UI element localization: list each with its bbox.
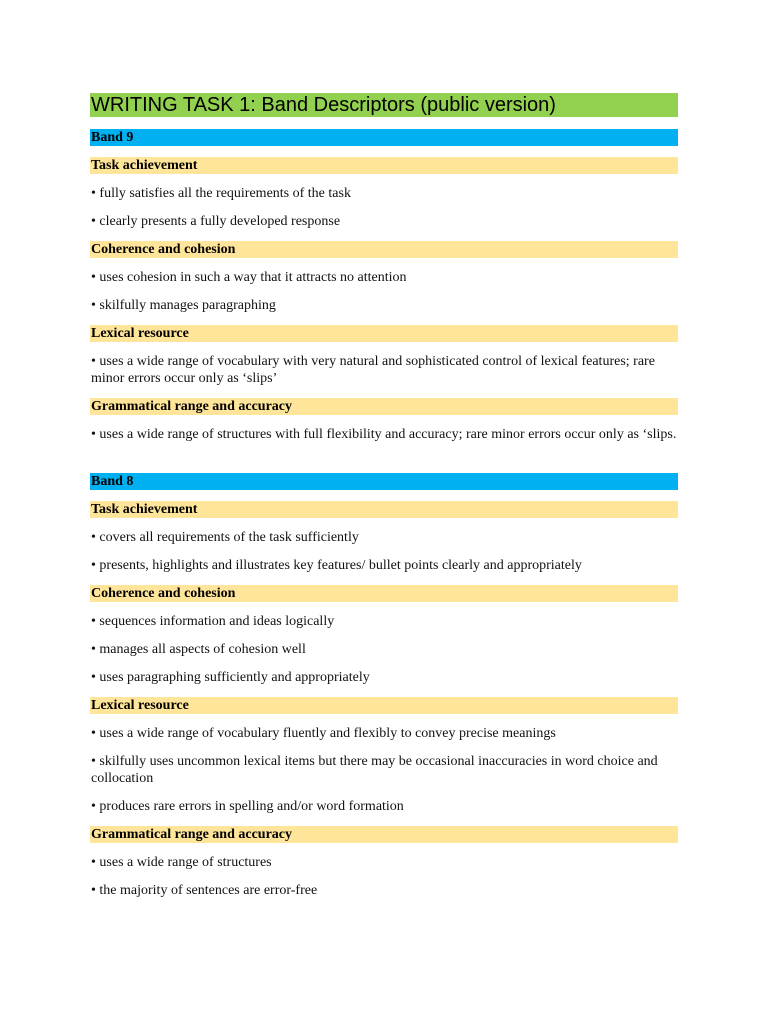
criterion-heading-lexical-resource: Lexical resource xyxy=(90,697,678,714)
bullet-item: • fully satisfies all the requirements of the task xyxy=(91,186,351,201)
bullet-item: • uses cohesion in such a way that it attracts no attention xyxy=(91,270,407,285)
bullet-list xyxy=(90,529,678,574)
bullet-item: • uses a wide range of structures xyxy=(91,855,272,870)
bullet-list xyxy=(90,725,678,815)
bullet-list xyxy=(90,269,678,314)
bullet-item: • sequences information and ideas logically xyxy=(91,614,335,629)
bullet-list xyxy=(90,854,678,899)
bullet-item: • presents, highlights and illustrates key features/ bullet points clearly and appropriately xyxy=(91,558,582,573)
bullet-item: • uses a wide range of vocabulary with very natural and sophisticated control of lexical features; rare minor errors occur only as ‘slips’ xyxy=(91,354,655,386)
bullet-item: • skilfully uses uncommon lexical items but there may be occasional inaccuracies in word choice and collocation xyxy=(91,754,658,786)
band-heading: Band 9 xyxy=(90,129,678,146)
document-page xyxy=(90,93,678,899)
bullet-item: • produces rare errors in spelling and/or word formation xyxy=(91,799,404,814)
bullet-item: • uses a wide range of vocabulary fluently and flexibly to convey precise meanings xyxy=(91,726,556,741)
criterion-heading-task-achievement: Task achievement xyxy=(90,501,678,518)
criterion-heading-task-achievement: Task achievement xyxy=(90,157,678,174)
document-title: WRITING TASK 1: Band Descriptors (public version) xyxy=(90,93,678,117)
criterion-heading-grammatical-range: Grammatical range and accuracy xyxy=(90,826,678,843)
bullet-item: • manages all aspects of cohesion well xyxy=(91,642,306,657)
criterion-heading-lexical-resource: Lexical resource xyxy=(90,325,678,342)
bullet-item: • covers all requirements of the task sufficiently xyxy=(91,530,359,545)
bullet-list xyxy=(90,185,678,230)
band-section-8 xyxy=(90,473,678,899)
bullet-item: • uses a wide range of structures with full flexibility and accuracy; rare minor errors occur only as ‘slips. xyxy=(91,427,677,442)
bullet-list xyxy=(90,426,678,443)
bullet-item: • the majority of sentences are error-free xyxy=(91,883,318,898)
bullet-list xyxy=(90,613,678,686)
bullet-item: • uses paragraphing sufficiently and appropriately xyxy=(91,670,370,685)
band-heading: Band 8 xyxy=(90,473,678,490)
criterion-heading-grammatical-range: Grammatical range and accuracy xyxy=(90,398,678,415)
bullet-item: • skilfully manages paragraphing xyxy=(91,298,276,313)
band-section-9 xyxy=(90,129,678,443)
bullet-list xyxy=(90,353,678,387)
bullet-item: • clearly presents a fully developed response xyxy=(91,214,341,229)
criterion-heading-coherence-cohesion: Coherence and cohesion xyxy=(90,241,678,258)
criterion-heading-coherence-cohesion: Coherence and cohesion xyxy=(90,585,678,602)
